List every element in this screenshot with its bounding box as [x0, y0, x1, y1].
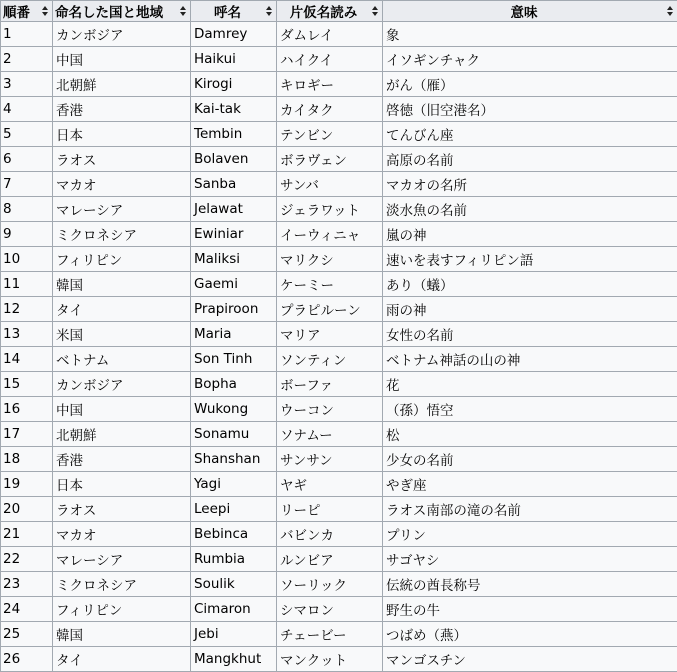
cell-meaning: つばめ（燕） — [383, 622, 677, 647]
cell-katakana: イーウィニャ — [277, 222, 383, 247]
sort-icon[interactable] — [266, 6, 272, 16]
cell-order: 24 — [1, 597, 53, 622]
cell-meaning: （孫）悟空 — [383, 397, 677, 422]
cell-country: 日本 — [53, 472, 191, 497]
cell-meaning: 啓徳（旧空港名） — [383, 97, 677, 122]
column-header-country[interactable] — [53, 1, 191, 22]
cell-meaning: サゴヤシ — [383, 547, 677, 572]
table-row — [1, 522, 677, 547]
table-row — [1, 647, 677, 672]
cell-katakana: ボーファ — [277, 372, 383, 397]
cell-katakana: リーピ — [277, 497, 383, 522]
cell-country: マカオ — [53, 522, 191, 547]
cell-country: ベトナム — [53, 347, 191, 372]
cell-order: 16 — [1, 397, 53, 422]
cell-name: Yagi — [191, 472, 277, 497]
cell-country: フィリピン — [53, 247, 191, 272]
cell-name: Shanshan — [191, 447, 277, 472]
cell-order: 25 — [1, 622, 53, 647]
cell-country: 米国 — [53, 322, 191, 347]
cell-name: Sanba — [191, 172, 277, 197]
cell-katakana: ソナムー — [277, 422, 383, 447]
cell-country: マカオ — [53, 172, 191, 197]
column-header-label: 呼名 — [214, 5, 241, 21]
cell-meaning: ラオス南部の滝の名前 — [383, 497, 677, 522]
cell-katakana: ウーコン — [277, 397, 383, 422]
cell-country: マレーシア — [53, 197, 191, 222]
cell-meaning: 象 — [383, 22, 677, 47]
cell-meaning: 雨の神 — [383, 297, 677, 322]
table-row — [1, 72, 677, 97]
table-row — [1, 422, 677, 447]
cell-meaning: ベトナム神話の山の神 — [383, 347, 677, 372]
cell-order: 3 — [1, 72, 53, 97]
column-header-order[interactable] — [1, 1, 53, 22]
cell-meaning: 女性の名前 — [383, 322, 677, 347]
cell-name: Son Tinh — [191, 347, 277, 372]
cell-order: 12 — [1, 297, 53, 322]
cell-katakana: チェービー — [277, 622, 383, 647]
cell-order: 26 — [1, 647, 53, 672]
table-row — [1, 22, 677, 47]
table-row — [1, 222, 677, 247]
cell-order: 2 — [1, 47, 53, 72]
cell-meaning: てんびん座 — [383, 122, 677, 147]
header-row — [1, 1, 677, 22]
table-row — [1, 147, 677, 172]
cell-name: Kai-tak — [191, 97, 277, 122]
cell-country: 中国 — [53, 397, 191, 422]
column-header-label: 意味 — [511, 5, 538, 21]
cell-country: 韓国 — [53, 622, 191, 647]
cell-katakana: サンサン — [277, 447, 383, 472]
cell-country: 北朝鮮 — [53, 422, 191, 447]
cell-country: タイ — [53, 297, 191, 322]
cell-name: Gaemi — [191, 272, 277, 297]
cell-meaning: イソギンチャク — [383, 47, 677, 72]
cell-katakana: マリア — [277, 322, 383, 347]
cell-order: 23 — [1, 572, 53, 597]
cell-name: Bopha — [191, 372, 277, 397]
cell-katakana: マリクシ — [277, 247, 383, 272]
table-row — [1, 97, 677, 122]
cell-name: Mangkhut — [191, 647, 277, 672]
cell-meaning: あり（蟻） — [383, 272, 677, 297]
cell-order: 10 — [1, 247, 53, 272]
cell-country: ラオス — [53, 497, 191, 522]
cell-meaning: 淡水魚の名前 — [383, 197, 677, 222]
cell-name: Leepi — [191, 497, 277, 522]
cell-name: Bolaven — [191, 147, 277, 172]
cell-name: Jelawat — [191, 197, 277, 222]
cell-country: 中国 — [53, 47, 191, 72]
cell-order: 19 — [1, 472, 53, 497]
cell-order: 20 — [1, 497, 53, 522]
cell-katakana: ソンティン — [277, 347, 383, 372]
cell-katakana: カイタク — [277, 97, 383, 122]
cell-order: 9 — [1, 222, 53, 247]
table-row — [1, 122, 677, 147]
column-header-name[interactable] — [191, 1, 277, 22]
cell-meaning: マカオの名所 — [383, 172, 677, 197]
cell-country: ラオス — [53, 147, 191, 172]
cell-name: Jebi — [191, 622, 277, 647]
cell-country: マレーシア — [53, 547, 191, 572]
cell-name: Bebinca — [191, 522, 277, 547]
cell-name: Wukong — [191, 397, 277, 422]
column-header-label: 片仮名読み — [290, 5, 358, 21]
cell-country: ミクロネシア — [53, 572, 191, 597]
table-row — [1, 172, 677, 197]
cell-meaning: 少女の名前 — [383, 447, 677, 472]
cell-order: 5 — [1, 122, 53, 147]
cell-katakana: プラピルーン — [277, 297, 383, 322]
table-row — [1, 572, 677, 597]
table-row — [1, 197, 677, 222]
cell-country: ミクロネシア — [53, 222, 191, 247]
table-row — [1, 272, 677, 297]
sort-icon[interactable] — [42, 6, 48, 16]
cell-order: 7 — [1, 172, 53, 197]
cell-country: 北朝鮮 — [53, 72, 191, 97]
cell-order: 8 — [1, 197, 53, 222]
cell-katakana: ヤギ — [277, 472, 383, 497]
cell-country: 香港 — [53, 97, 191, 122]
sort-icon[interactable] — [372, 6, 378, 16]
cell-country: 日本 — [53, 122, 191, 147]
cell-meaning: 松 — [383, 422, 677, 447]
cell-meaning: やぎ座 — [383, 472, 677, 497]
table-row — [1, 447, 677, 472]
cell-katakana: ケーミー — [277, 272, 383, 297]
cell-country: カンボジア — [53, 22, 191, 47]
table-row — [1, 322, 677, 347]
cell-name: Tembin — [191, 122, 277, 147]
cell-order: 1 — [1, 22, 53, 47]
cell-order: 21 — [1, 522, 53, 547]
table-row — [1, 472, 677, 497]
cell-name: Ewiniar — [191, 222, 277, 247]
column-header-katakana[interactable] — [277, 1, 383, 22]
table-row — [1, 547, 677, 572]
cell-name: Maria — [191, 322, 277, 347]
cell-meaning: がん（雁） — [383, 72, 677, 97]
table-row — [1, 397, 677, 422]
cell-name: Haikui — [191, 47, 277, 72]
cell-order: 14 — [1, 347, 53, 372]
cell-order: 17 — [1, 422, 53, 447]
table-row — [1, 597, 677, 622]
cell-order: 15 — [1, 372, 53, 397]
cell-country: 香港 — [53, 447, 191, 472]
cell-name: Cimaron — [191, 597, 277, 622]
cell-katakana: ジェラワット — [277, 197, 383, 222]
cell-name: Soulik — [191, 572, 277, 597]
table-row — [1, 47, 677, 72]
cell-order: 18 — [1, 447, 53, 472]
cell-meaning: 嵐の神 — [383, 222, 677, 247]
cell-name: Maliksi — [191, 247, 277, 272]
table-body — [1, 22, 677, 672]
cell-katakana: キロギー — [277, 72, 383, 97]
cell-order: 4 — [1, 97, 53, 122]
cell-katakana: サンバ — [277, 172, 383, 197]
cell-meaning: 花 — [383, 372, 677, 397]
cell-country: カンボジア — [53, 372, 191, 397]
cell-name: Sonamu — [191, 422, 277, 447]
cell-name: Rumbia — [191, 547, 277, 572]
cell-order: 11 — [1, 272, 53, 297]
cell-country: 韓国 — [53, 272, 191, 297]
sort-icon[interactable] — [180, 6, 186, 16]
cell-order: 13 — [1, 322, 53, 347]
cell-meaning: 高原の名前 — [383, 147, 677, 172]
table-row — [1, 347, 677, 372]
cell-katakana: バビンカ — [277, 522, 383, 547]
cell-meaning: 野生の牛 — [383, 597, 677, 622]
cell-name: Prapiroon — [191, 297, 277, 322]
cell-meaning: 伝統の酋長称号 — [383, 572, 677, 597]
cell-katakana: テンビン — [277, 122, 383, 147]
cell-meaning: プリン — [383, 522, 677, 547]
column-header-meaning[interactable] — [383, 1, 677, 22]
column-header-label: 順番 — [3, 5, 30, 21]
table-row — [1, 372, 677, 397]
cell-meaning: 速いを表すフィリピン語 — [383, 247, 677, 272]
cell-katakana: ハイクイ — [277, 47, 383, 72]
table-row — [1, 622, 677, 647]
cell-katakana: ルンビア — [277, 547, 383, 572]
cell-country: フィリピン — [53, 597, 191, 622]
cell-katakana: ボラヴェン — [277, 147, 383, 172]
cell-meaning: マンゴスチン — [383, 647, 677, 672]
sort-icon[interactable] — [667, 6, 673, 16]
cell-country: タイ — [53, 647, 191, 672]
table-row — [1, 297, 677, 322]
cell-name: Damrey — [191, 22, 277, 47]
cell-katakana: マンクット — [277, 647, 383, 672]
cell-katakana: ダムレイ — [277, 22, 383, 47]
cell-name: Kirogi — [191, 72, 277, 97]
table-row — [1, 247, 677, 272]
table-row — [1, 497, 677, 522]
cell-order: 22 — [1, 547, 53, 572]
cell-katakana: シマロン — [277, 597, 383, 622]
cell-katakana: ソーリック — [277, 572, 383, 597]
column-header-label: 命名した国と地域 — [55, 5, 163, 21]
cell-order: 6 — [1, 147, 53, 172]
